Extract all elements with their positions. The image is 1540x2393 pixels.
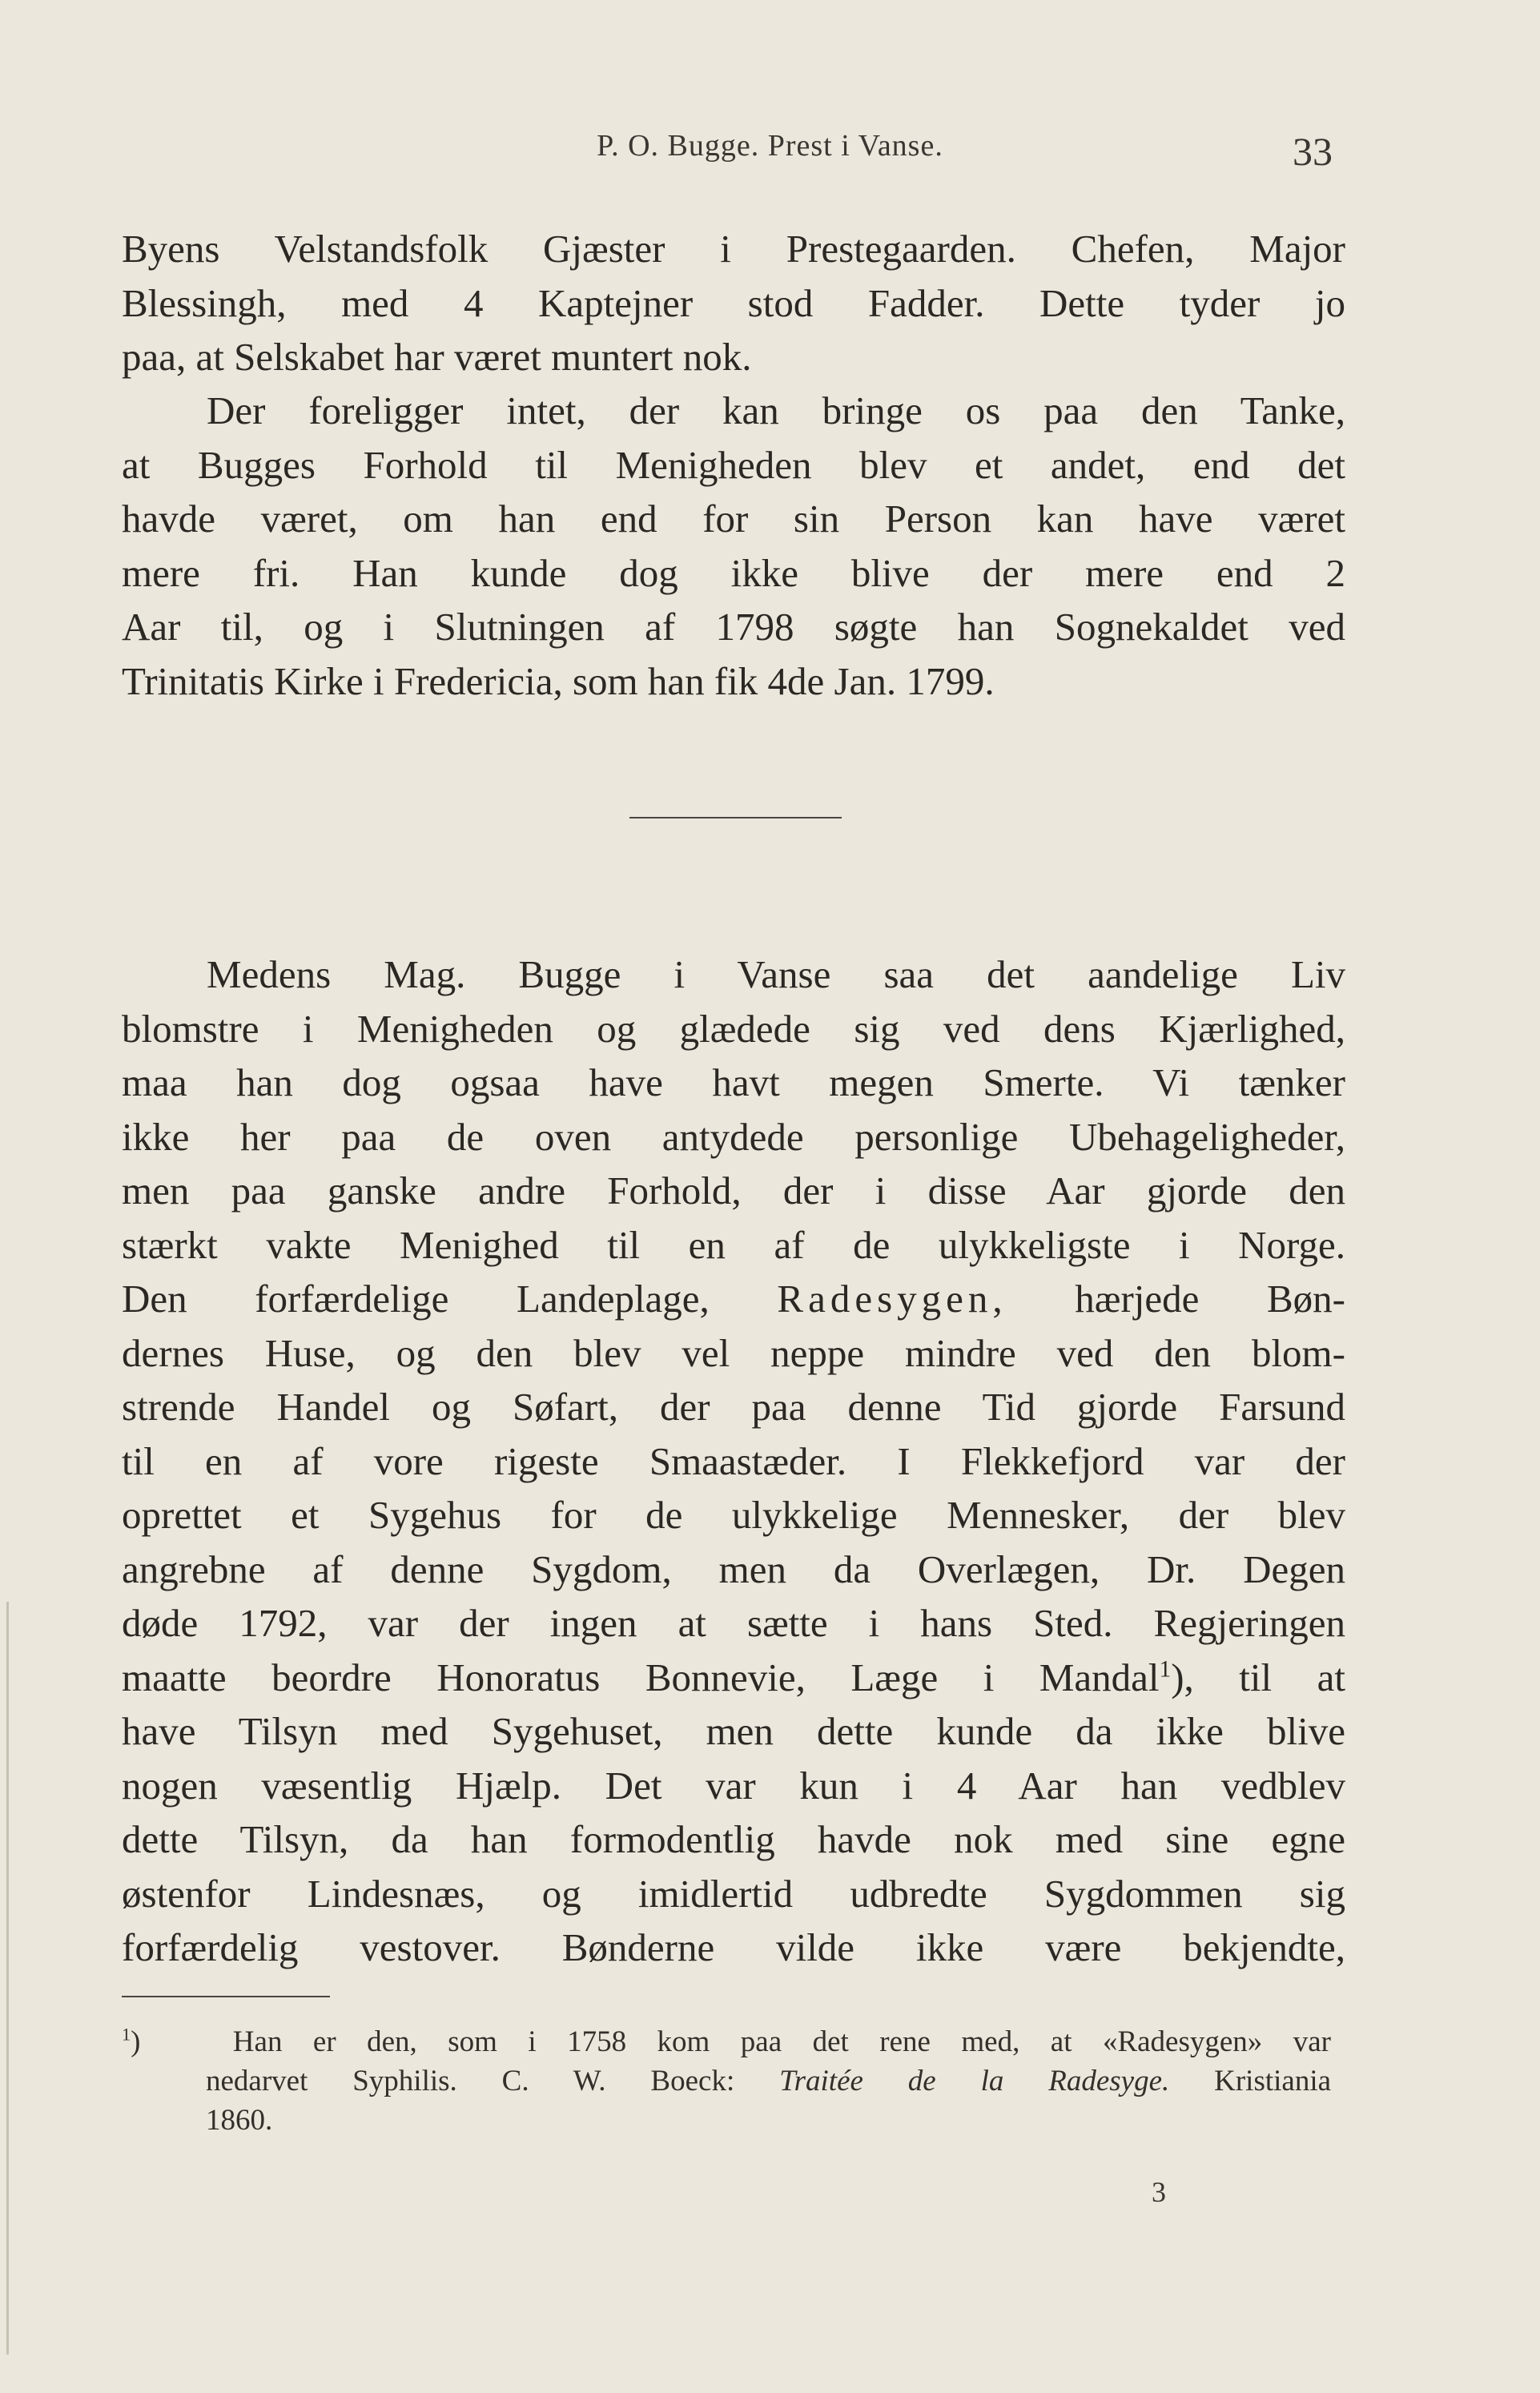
text-line: Aar til, og i Slutningen af 1798 søgte han Sognekaldet ved — [122, 605, 1345, 649]
text-segment: Den forfærdelige Landeplage, — [122, 1277, 710, 1321]
footnote-text: Han er den, som i 1758 kom paa det rene med, at «Radesygen» var — [232, 2025, 1331, 2058]
footnote-marker-close: ) — [131, 2025, 141, 2058]
text-line: paa, at Selskabet har været muntert nok. — [122, 335, 752, 379]
section-divider — [629, 817, 842, 818]
text-line: til en af vore rigeste Smaastæder. I Flekkefjord var der — [122, 1438, 1345, 1483]
text-line-radesygen — [122, 1272, 1345, 1326]
footnote-text: nedarvet Syphilis. C. W. Boeck: — [206, 2065, 735, 2097]
text-line: stærkt vakte Menighed til en af de ulykkeligste i Norge. — [122, 1222, 1345, 1267]
text-line: have Tilsyn med Sygehuset, men dette kunde da ikke blive — [122, 1709, 1345, 1753]
text-line: Trinitatis Kirke i Fredericia, som han fik 4de Jan. 1799. — [122, 658, 995, 703]
page-edge-shadow — [6, 1602, 9, 2355]
text-line: ikke her paa de oven antydede personlige Ubehageligheder, — [122, 1114, 1345, 1159]
text-line: dette Tilsyn, da han formodentlig havde nok med sine egne — [122, 1817, 1345, 1861]
text-line: men paa ganske andre Forhold, der i disse Aar gjorde den — [122, 1168, 1345, 1213]
text-line: at Bugges Forhold til Menigheden blev et andet, end det — [122, 442, 1345, 487]
footnote-reference[interactable]: 1 — [1159, 1656, 1172, 1683]
footnote-divider — [122, 1996, 330, 1997]
text-segment: hærjede Bøn- — [1075, 1277, 1345, 1321]
text-line: angrebne af denne Sygdom, men da Overlægen, Dr. Degen — [122, 1546, 1345, 1591]
footnote — [122, 2022, 1331, 2140]
text-line: nogen væsentlig Hjælp. Det var kun i 4 Aar han vedblev — [122, 1763, 1345, 1808]
printer-signature-mark: 3 — [1152, 2176, 1166, 2208]
footnote-book-title: Traitée de la Radesyge. — [779, 2065, 1170, 2097]
text-line: østenfor Lindesnæs, og imidlertid udbredte Sygdommen sig — [122, 1871, 1345, 1916]
text-line: dernes Huse, og den blev vel neppe mindre ved den blom- — [122, 1330, 1345, 1375]
footnote-line — [122, 2022, 1331, 2061]
text-line-mandal — [122, 1651, 1345, 1705]
footnote-marker: 1 — [122, 2024, 131, 2045]
text-line: blomstre i Menigheden og glædede sig ved dens Kjærlighed, — [122, 1006, 1345, 1051]
text-line: forfærdelig vestover. Bønderne vilde ikke være bekjendte, — [122, 1925, 1345, 1969]
text-line: Byens Velstandsfolk Gjæster i Prestegaarden. Chefen, Major — [122, 227, 1345, 271]
running-head: P. O. Bugge. Prest i Vanse. — [597, 129, 943, 163]
footnote-line: 1860. — [206, 2104, 273, 2137]
text-line: Der foreligger intet, der kan bringe os paa den Tanke, — [207, 388, 1345, 432]
paragraph-1 — [122, 222, 1345, 384]
text-segment: maatte beordre Honoratus Bonnevie, Læge i Mandal — [122, 1655, 1160, 1699]
text-line: havde været, om han end for sin Person kan have været — [122, 497, 1345, 541]
page-number: 33 — [1293, 129, 1333, 174]
text-line: oprettet et Sygehus for de ulykkelige Mennesker, der blev — [122, 1493, 1345, 1537]
text-line: Medens Mag. Bugge i Vanse saa det aandelige Liv — [207, 952, 1345, 996]
footnote-text: Kristiania — [1214, 2065, 1332, 2097]
text-line: mere fri. Han kunde dog ikke blive der mere end 2 — [122, 550, 1345, 595]
text-line: maa han dog ogsaa have havt megen Smerte. Vi tænker — [122, 1060, 1345, 1104]
spaced-term-radesygen: Radesygen, — [777, 1277, 1007, 1321]
paragraph-3 — [122, 947, 1345, 1975]
text-line: strende Handel og Søfart, der paa denne Tid gjorde Farsund — [122, 1385, 1345, 1429]
paragraph-2 — [122, 384, 1345, 708]
footnote-line — [122, 2061, 1331, 2101]
text-segment: ), til at — [1171, 1655, 1345, 1699]
text-line: døde 1792, var der ingen at sætte i hans Sted. Regjeringen — [122, 1601, 1345, 1645]
text-line: Blessingh, med 4 Kaptejner stod Fadder. Dette tyder jo — [122, 280, 1345, 325]
